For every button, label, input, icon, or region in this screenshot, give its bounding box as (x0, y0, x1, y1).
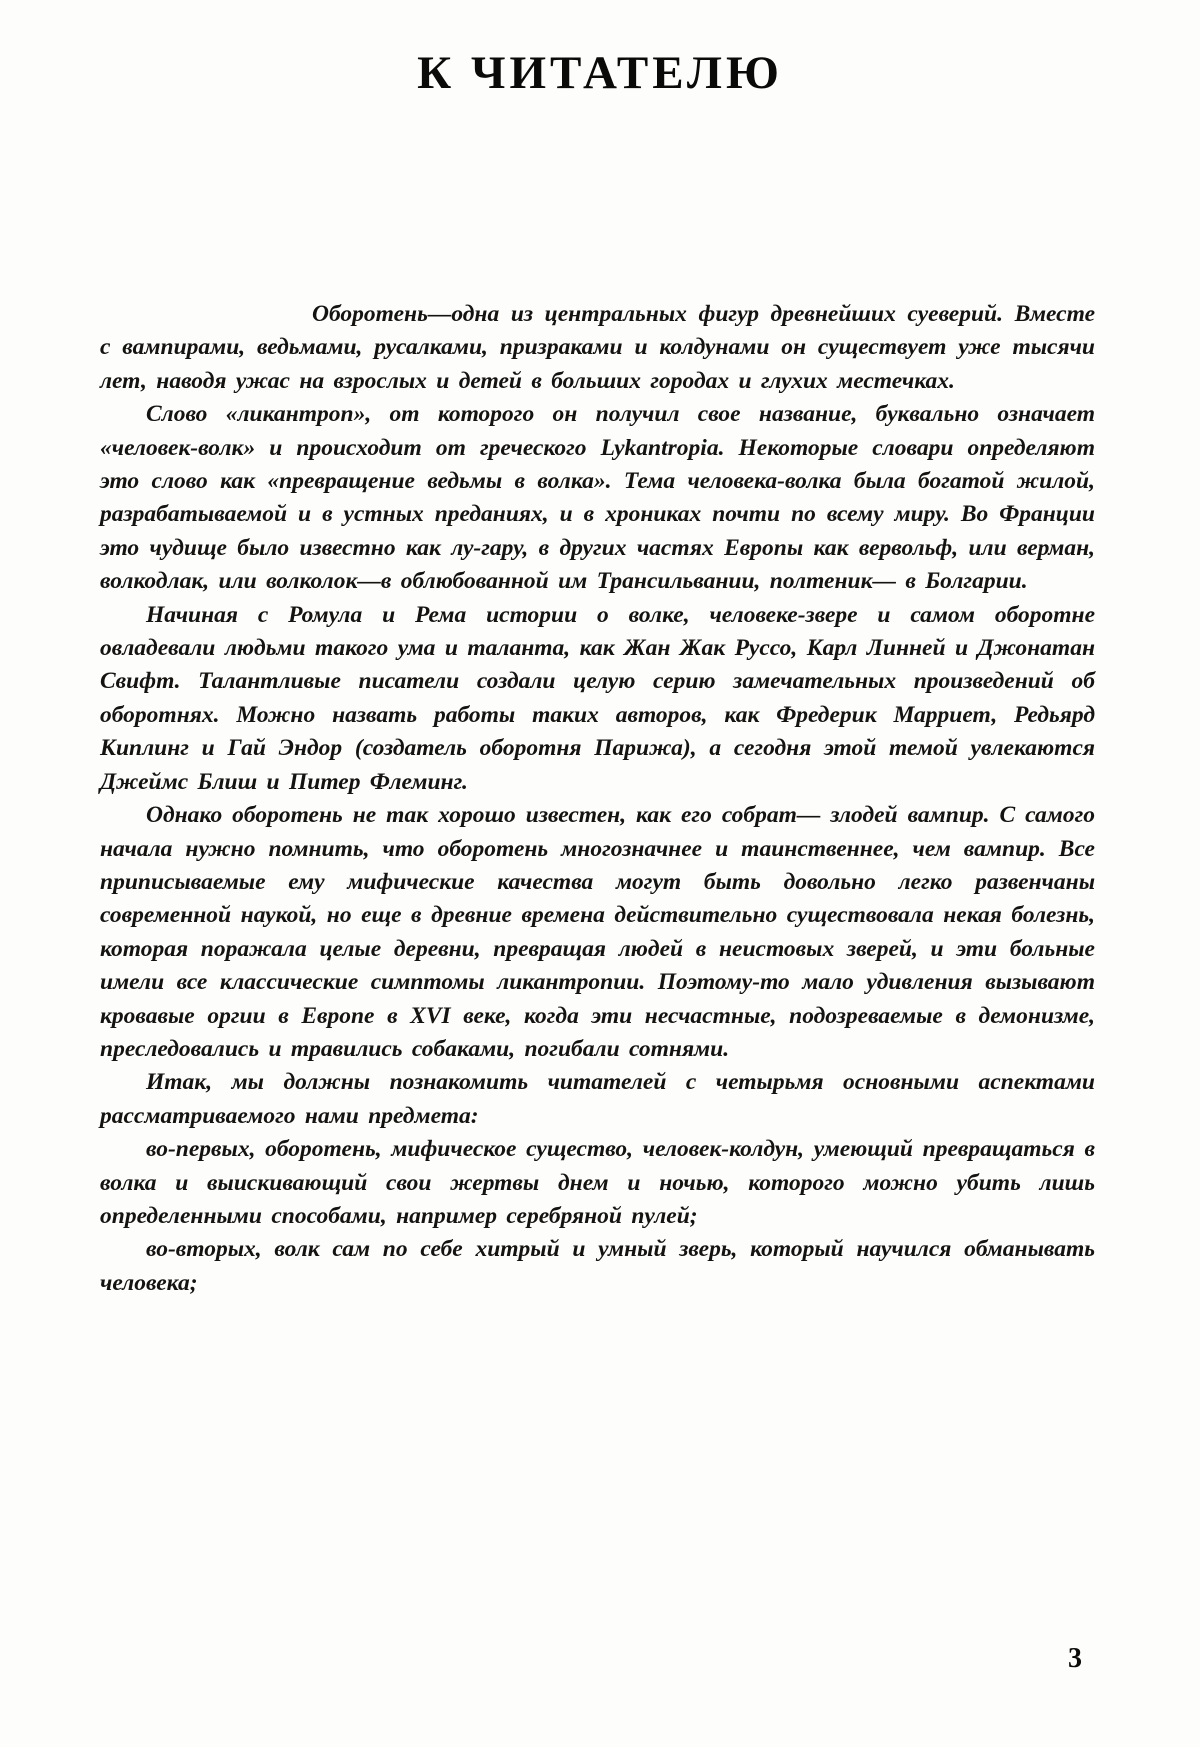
paragraph-lycanthrope-etymology: Слово «ликантроп», от которого он получил свое название, буквально означает «человек-волк» и происходит от греческого Lykantropia. Некоторые словари определяют это слово как «превращение ведьмы в волка». Тема человека-волка была богатой жилой, разрабатываемой и в устных преданиях, и в хрониках почти по всему миру. Во Франции это чудище было известно как лу-гару, в других частях Европы как вервольф, или верман, волкодлак, или волколок—в облюбованной им Трансильвании, полтеник— в Болгарии. (100, 401, 1095, 595)
paragraph-aspect-second: во-вторых, волк сам по себе хитрый и умный зверь, который научился обманывать человека; (100, 1236, 1095, 1296)
page-title: К ЧИТАТЕЛЮ (417, 47, 783, 99)
paragraph-authors: Начиная с Ромула и Рема истории о волке, человеке-звере и самом оборотне овладевали людьми такого ума и таланта, как Жан Жак Руссо, Карл Линней и Джонатан Свифт. Талантливые писатели создали целую серию замечательных произведений об оборотнях. Можно назвать работы таких авторов, как Фредерик Марриет, Редьярд Киплинг и Гай Эндор (создатель оборотня Парижа), а сегодня этой темой увлекаются Джеймс Блиш и Питер Флеминг. (100, 601, 1095, 795)
body-text (100, 298, 1095, 1300)
paragraph-four-aspects-lead: Итак, мы должны познакомить читателей с четырьмя основными аспектами рассматриваемого нами предмета: (100, 1069, 1095, 1129)
paragraph-intro: Оборотень—одна из центральных фигур древнейших суеверий. Вместе с вампирами, ведьмами, русалками, призраками и колдунами он существует уже тысячи лет, наводя ужас на взрослых и детей в больших городах и глухих местечках. (100, 301, 1095, 394)
page-number: 3 (1068, 1643, 1082, 1674)
paragraph-aspect-first: во-первых, оборотень, мифическое существо, человек-колдун, умеющий превращаться в волка и выискивающий свои жертвы днем и ночью, которого можно убить лишь определенными способами, например серебряной пулей; (100, 1136, 1095, 1229)
paragraph-vampire-comparison: Однако оборотень не так хорошо известен, как его собрат— злодей вампир. С самого начала нужно помнить, что оборотень многозначнее и таинственнее, чем вампир. Все приписываемые ему мифические качества могут быть довольно легко развенчаны современной наукой, но еще в древние времена действительно существовала некая болезнь, которая поражала целые деревни, превращая людей в неистовых зверей, и эти больные имели все классические симптомы ликантропии. Поэтому-то мало удивления вызывают кровавые оргии в Европе в XVI веке, когда эти несчастные, подозреваемые в демонизме, преследовались и травились собаками, погибали сотнями. (100, 802, 1095, 1062)
